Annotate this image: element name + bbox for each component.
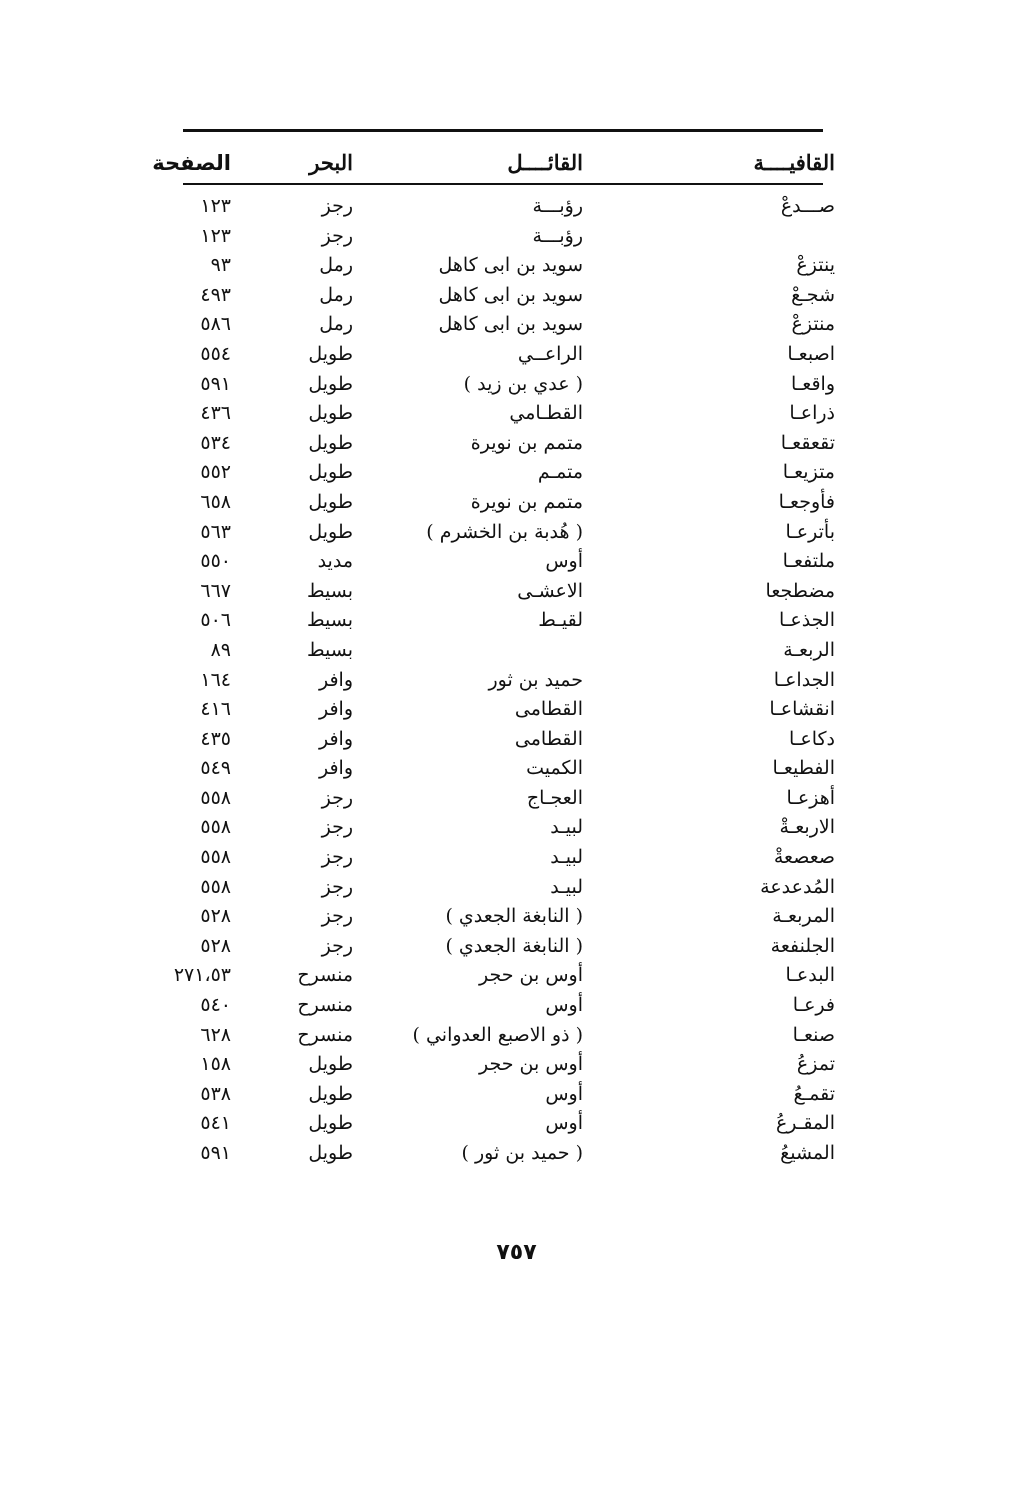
table-row: [0, 695, 1033, 725]
meter-cell: رمل: [319, 313, 353, 336]
poet-cell: ( ذو الاصبع العدواني ): [412, 1023, 583, 1046]
table-row: [0, 192, 1033, 222]
rhyme-cell: ملتفعـا: [782, 550, 835, 573]
poet-cell: الاعشـى: [517, 579, 583, 602]
page-number: ٧٥٧: [496, 1240, 537, 1265]
table-row: [0, 606, 1033, 636]
poet-cell: أوس: [545, 994, 583, 1017]
table-row: [0, 843, 1033, 873]
poet-cell: ( هُدبة بن الخشرم ): [426, 520, 583, 543]
table-row: [0, 222, 1033, 252]
rhyme-cell: شجـعْ: [791, 283, 835, 306]
table-row: [0, 725, 1033, 755]
rhyme-cell: الربعـة: [783, 638, 835, 661]
rhyme-cell: الاربعـةْ: [779, 816, 835, 839]
poet-cell: حميد بن ثور: [488, 668, 583, 691]
meter-cell: طويل: [308, 1053, 353, 1076]
meter-cell: مديد: [317, 550, 353, 573]
rhyme-cell: صعصعةْ: [773, 846, 835, 869]
rhyme-cell: بأترعـا: [785, 520, 835, 543]
page-cell: ٥٤٩: [200, 757, 231, 780]
table-row: [0, 961, 1033, 991]
table-header: [0, 145, 1033, 181]
poet-cell: ( حميد بن ثور ): [461, 1142, 583, 1164]
table-row: [0, 310, 1033, 340]
rhyme-cell: اصبعـا: [787, 342, 835, 365]
page-cell: ١٥٨: [200, 1053, 231, 1076]
page-cell: ٥٥٠: [200, 550, 231, 573]
poet-cell: ( عدي بن زيد ): [463, 372, 583, 395]
meter-cell: طويل: [308, 431, 353, 454]
rhyme-cell: تقعقعـا: [780, 431, 835, 454]
page-cell: ٥٩١: [200, 372, 231, 395]
meter-cell: منسرح: [297, 964, 353, 987]
page-cell: ٥٠٦: [200, 609, 231, 632]
page-cell: ٥٥٤: [200, 342, 231, 365]
page-cell: ٢٧١،٥٣: [173, 964, 231, 987]
rhyme-cell: الجلنفعة: [770, 934, 835, 957]
rhyme-cell: البدعـا: [785, 964, 835, 987]
poet-cell: رؤبـــة: [532, 224, 583, 247]
header-page: الصفحة: [152, 151, 231, 175]
rhyme-cell: واقعـا: [790, 372, 835, 395]
page-cell: ٦٦٧: [200, 579, 231, 602]
poet-cell: ( النابغة الجعدي ): [445, 905, 583, 928]
rhyme-cell: صـــدعْ: [780, 195, 835, 217]
poet-cell: القطامى: [514, 727, 583, 750]
meter-cell: رمل: [319, 254, 353, 277]
meter-cell: رمل: [319, 283, 353, 306]
page-cell: ٤٣٦: [200, 402, 231, 425]
meter-cell: رجز: [321, 816, 353, 839]
poet-cell: القطـامي: [509, 402, 583, 425]
table-row: [0, 518, 1033, 548]
meter-cell: رجز: [321, 905, 353, 928]
poet-cell: رؤبـــة: [532, 195, 583, 217]
page-cell: ٥٨٦: [200, 313, 231, 336]
meter-cell: رجز: [321, 934, 353, 957]
poet-cell: القطامى: [514, 698, 583, 721]
rhyme-cell: المُدعدعة: [760, 875, 835, 898]
page-cell: ٥٣٤: [200, 431, 231, 454]
rhyme-cell: صنعـا: [792, 1023, 835, 1046]
poet-cell: العجـاج: [526, 786, 583, 809]
header-bahr: البحر: [309, 150, 353, 175]
poet-cell: لبيـد: [550, 816, 583, 839]
header-qail: القائــــل: [507, 150, 583, 175]
meter-cell: وافر: [318, 698, 353, 721]
table-row: [0, 251, 1033, 281]
poet-cell: أوس بن حجر: [479, 964, 583, 987]
page-cell: ٨٩: [210, 638, 231, 661]
meter-cell: طويل: [308, 342, 353, 365]
rhyme-cell: انقشاعـا: [769, 698, 835, 721]
poet-cell: الراعــي: [517, 342, 583, 365]
rhyme-cell: المربعـة: [772, 905, 835, 928]
table-row: [0, 577, 1033, 607]
rhyme-cell: تمزعُ: [796, 1053, 835, 1076]
table-row: [0, 399, 1033, 429]
meter-cell: طويل: [308, 520, 353, 543]
table-row: [0, 754, 1033, 784]
page-cell: ٩٣: [210, 254, 231, 277]
meter-cell: وافر: [318, 668, 353, 691]
rhyme-cell: الفطيعـا: [772, 757, 835, 780]
rhyme-cell: مضطجعا: [765, 579, 835, 602]
page-cell: ٤١٦: [200, 698, 231, 721]
rhyme-cell: الجذعـا: [779, 609, 835, 632]
poet-cell: متمم بن نويرة: [470, 490, 583, 513]
rhyme-cell: تقمـعُ: [793, 1082, 835, 1105]
page-cell: ٤٣٥: [200, 727, 231, 750]
table-row: [0, 488, 1033, 518]
meter-cell: رجز: [321, 875, 353, 898]
rhyme-cell: متزيعـا: [782, 461, 835, 484]
table-row: [0, 991, 1033, 1021]
meter-cell: طويل: [308, 1082, 353, 1105]
rhyme-cell: دكاعـا: [789, 727, 835, 750]
rhyme-cell: الجداعـا: [773, 668, 835, 691]
poet-cell: الكميت: [526, 757, 583, 780]
meter-cell: رجز: [321, 224, 353, 247]
meter-cell: بسيط: [306, 609, 353, 632]
table-row: [0, 458, 1033, 488]
meter-cell: رجز: [321, 786, 353, 809]
table-row: [0, 666, 1033, 696]
poet-cell: أوس: [545, 550, 583, 573]
rhyme-cell: ذراعـا: [789, 402, 835, 425]
meter-cell: طويل: [308, 490, 353, 513]
page-cell: ٦٥٨: [200, 490, 231, 513]
rhyme-cell: ينتزعْ: [796, 254, 835, 277]
table-body: [0, 192, 1033, 1169]
table-row: [0, 902, 1033, 932]
poet-cell: لبيـد: [550, 846, 583, 869]
table-row: [0, 813, 1033, 843]
table-row: [0, 1050, 1033, 1080]
meter-cell: طويل: [308, 461, 353, 484]
table-row: [0, 784, 1033, 814]
page-cell: ٥٥٨: [200, 875, 231, 898]
meter-cell: رجز: [321, 846, 353, 869]
meter-cell: منسرح: [297, 994, 353, 1017]
table-row: [0, 370, 1033, 400]
page-cell: ٤٩٣: [200, 283, 231, 306]
top-rule: [183, 129, 823, 132]
rhyme-cell: المقـرعُ: [775, 1112, 835, 1135]
poet-cell: متمـم: [537, 461, 583, 484]
header-qafia: القافيــــة: [753, 150, 835, 175]
page-cell: ٥٣٨: [200, 1082, 231, 1105]
page-cell: ٥٢٨: [200, 934, 231, 957]
poet-cell: لقيـط: [538, 609, 583, 632]
page-cell: ٦٢٨: [200, 1023, 231, 1046]
meter-cell: طويل: [308, 1142, 353, 1164]
page-cell: ٥٥٢: [200, 461, 231, 484]
poet-cell: لبيـد: [550, 875, 583, 898]
table-row: [0, 429, 1033, 459]
meter-cell: وافر: [318, 727, 353, 750]
page-cell: ٥٦٣: [200, 520, 231, 543]
table-row: [0, 1139, 1033, 1169]
rhyme-cell: منتزعْ: [791, 313, 835, 336]
meter-cell: منسرح: [297, 1023, 353, 1046]
page-cell: ١٢٣: [200, 224, 231, 247]
table-row: [0, 1109, 1033, 1139]
meter-cell: بسيط: [306, 638, 353, 661]
meter-cell: بسيط: [306, 579, 353, 602]
meter-cell: طويل: [308, 1112, 353, 1135]
table-row: [0, 636, 1033, 666]
table-row: [0, 1080, 1033, 1110]
page-cell: ٥٥٨: [200, 786, 231, 809]
meter-cell: رجز: [321, 195, 353, 217]
table-row: [0, 1021, 1033, 1051]
poet-cell: سويد بن ابى كاهل: [438, 283, 583, 306]
page-cell: ٥٤٠: [200, 994, 231, 1017]
table-row: [0, 547, 1033, 577]
page-cell: ٥٩١: [200, 1142, 231, 1164]
page-cell: ٥٤١: [200, 1112, 231, 1135]
page-cell: ١٢٣: [200, 195, 231, 217]
header-rule: [183, 183, 823, 185]
rhyme-cell: فرعـا: [792, 994, 835, 1017]
table-row: [0, 873, 1033, 903]
poet-cell: أوس: [545, 1082, 583, 1105]
page-cell: ٥٢٨: [200, 905, 231, 928]
poet-cell: سويد بن ابى كاهل: [438, 254, 583, 277]
rhyme-cell: أهزعـا: [786, 786, 835, 809]
meter-cell: طويل: [308, 402, 353, 425]
rhyme-cell: فأوجعـا: [778, 490, 835, 513]
meter-cell: وافر: [318, 757, 353, 780]
page-cell: ١٦٤: [200, 668, 231, 691]
poet-cell: سويد بن ابى كاهل: [438, 313, 583, 336]
poet-cell: ( النابغة الجعدي ): [445, 934, 583, 957]
page-cell: ٥٥٨: [200, 816, 231, 839]
table-row: [0, 340, 1033, 370]
poet-cell: أوس: [545, 1112, 583, 1135]
meter-cell: طويل: [308, 372, 353, 395]
poet-cell: أوس بن حجر: [479, 1053, 583, 1076]
table-row: [0, 932, 1033, 962]
page-cell: ٥٥٨: [200, 846, 231, 869]
rhyme-cell: المشيعُ: [780, 1142, 835, 1164]
table-row: [0, 281, 1033, 311]
poet-cell: متمم بن نويرة: [470, 431, 583, 454]
